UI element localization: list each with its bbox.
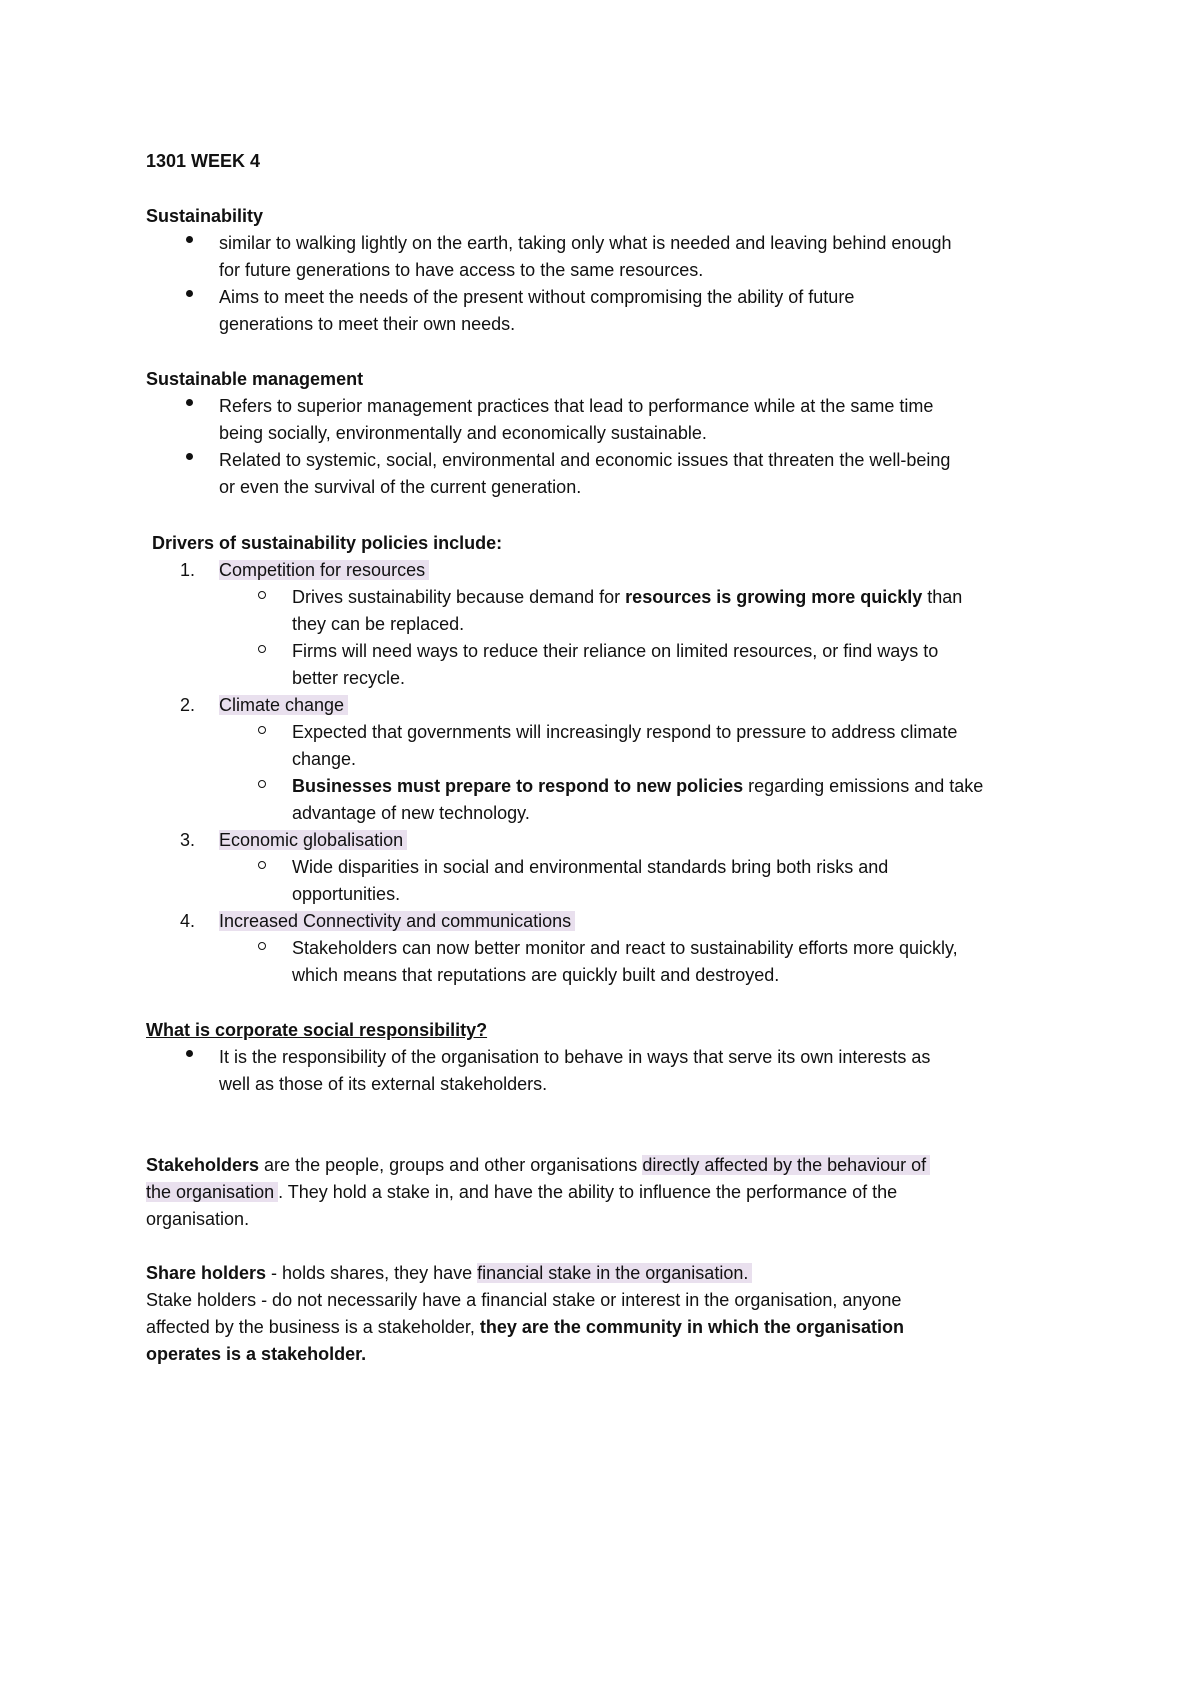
- sub-bullet-circle-icon: [258, 861, 266, 869]
- driver-1-sub-2-line-1: Firms will need ways to reduce their reliance on limited resources, or find ways to: [292, 641, 939, 661]
- driver-highlight: Climate change: [219, 695, 348, 715]
- csr-bullet-1-line-1: It is the responsibility of the organisation to behave in ways that serve its own interests as: [219, 1047, 931, 1067]
- bullet-dot-icon: [186, 399, 193, 406]
- heading-sustainability: Sustainability: [146, 206, 264, 226]
- driver-1-sub-1-line-1: Drives sustainability because demand for resources is growing more quickly than: [292, 587, 963, 607]
- driver-highlight: Economic globalisation: [219, 830, 407, 850]
- bullet-dot-icon: [186, 290, 193, 297]
- sustainability-bullet-2-line-2: generations to meet their own needs.: [219, 314, 516, 334]
- list-number: 4.: [180, 911, 196, 931]
- list-number: 1.: [180, 560, 196, 580]
- driver-1-sub-2-line-2: better recycle.: [292, 668, 406, 688]
- sub-bullet-circle-icon: [258, 942, 266, 950]
- driver-2-sub-2-line-2: advantage of new technology.: [292, 803, 530, 823]
- stake-holders-line-3: operates is a stakeholder.: [146, 1344, 367, 1364]
- csr-bullet-1-line-2: well as those of its external stakeholders.: [219, 1074, 548, 1094]
- stakeholders-line-2: the organisation . They hold a stake in, and have the ability to influence the performance of the: [146, 1182, 898, 1202]
- list-number: 3.: [180, 830, 196, 850]
- sustainability-bullet-1-line-2: for future generations to have access to the same resources.: [219, 260, 704, 280]
- sub-bullet-circle-icon: [258, 726, 266, 734]
- driver-1-sub-1-line-2: they can be replaced.: [292, 614, 465, 634]
- driver-item-label: [219, 557, 429, 583]
- heading-csr: What is corporate social responsibility?: [146, 1020, 488, 1040]
- sustainability-bullet-1-line-1: similar to walking lightly on the earth, taking only what is needed and leaving behind enough: [219, 233, 952, 253]
- sustainable-management-bullet-1-line-2: being socially, environmentally and economically sustainable.: [219, 423, 707, 443]
- sustainable-management-bullet-2-line-2: or even the survival of the current generation.: [219, 477, 582, 497]
- sustainability-bullet-2-line-1: Aims to meet the needs of the present without compromising the ability of future: [219, 287, 855, 307]
- driver-highlight: Competition for resources: [219, 560, 429, 580]
- driver-3-sub-1-line-1: Wide disparities in social and environmental standards bring both risks and: [292, 857, 889, 877]
- driver-2-sub-1-line-1: Expected that governments will increasingly respond to pressure to address climate: [292, 722, 958, 742]
- heading-drivers: Drivers of sustainability policies include:: [152, 533, 503, 553]
- bullet-dot-icon: [186, 1050, 193, 1057]
- shareholders-line-1: Share holders - holds shares, they have financial stake in the organisation.: [146, 1260, 752, 1286]
- driver-highlight: Increased Connectivity and communications: [219, 911, 575, 931]
- stake-holders-line-2: affected by the business is a stakeholder, they are the community in which the organisation: [146, 1317, 904, 1337]
- stakeholders-line-1: Stakeholders are the people, groups and other organisations directly affected by the behaviour of: [146, 1152, 930, 1178]
- sub-bullet-circle-icon: [258, 591, 266, 599]
- bullet-dot-icon: [186, 236, 193, 243]
- stakeholders-line-3: organisation.: [146, 1209, 250, 1229]
- driver-2-sub-2-line-1: Businesses must prepare to respond to new policies regarding emissions and take: [292, 776, 984, 796]
- sub-bullet-circle-icon: [258, 780, 266, 788]
- sustainable-management-bullet-2-line-1: Related to systemic, social, environmental and economic issues that threaten the well-being: [219, 450, 951, 470]
- driver-item-label: [219, 908, 575, 934]
- list-number: 2.: [180, 695, 196, 715]
- driver-4-sub-1-line-2: which means that reputations are quickly built and destroyed.: [292, 965, 780, 985]
- driver-3-sub-1-line-2: opportunities.: [292, 884, 401, 904]
- sub-bullet-circle-icon: [258, 645, 266, 653]
- sustainable-management-bullet-1-line-1: Refers to superior management practices that lead to performance while at the same time: [219, 396, 934, 416]
- heading-sustainable-management: Sustainable management: [146, 369, 364, 389]
- stake-holders-line-1: Stake holders - do not necessarily have a financial stake or interest in the organisation, anyone: [146, 1290, 902, 1310]
- bullet-dot-icon: [186, 453, 193, 460]
- driver-item-label: [219, 692, 348, 718]
- driver-4-sub-1-line-1: Stakeholders can now better monitor and react to sustainability efforts more quickly,: [292, 938, 958, 958]
- driver-2-sub-1-line-2: change.: [292, 749, 357, 769]
- document-title: 1301 WEEK 4: [146, 151, 261, 171]
- driver-item-label: [219, 827, 407, 853]
